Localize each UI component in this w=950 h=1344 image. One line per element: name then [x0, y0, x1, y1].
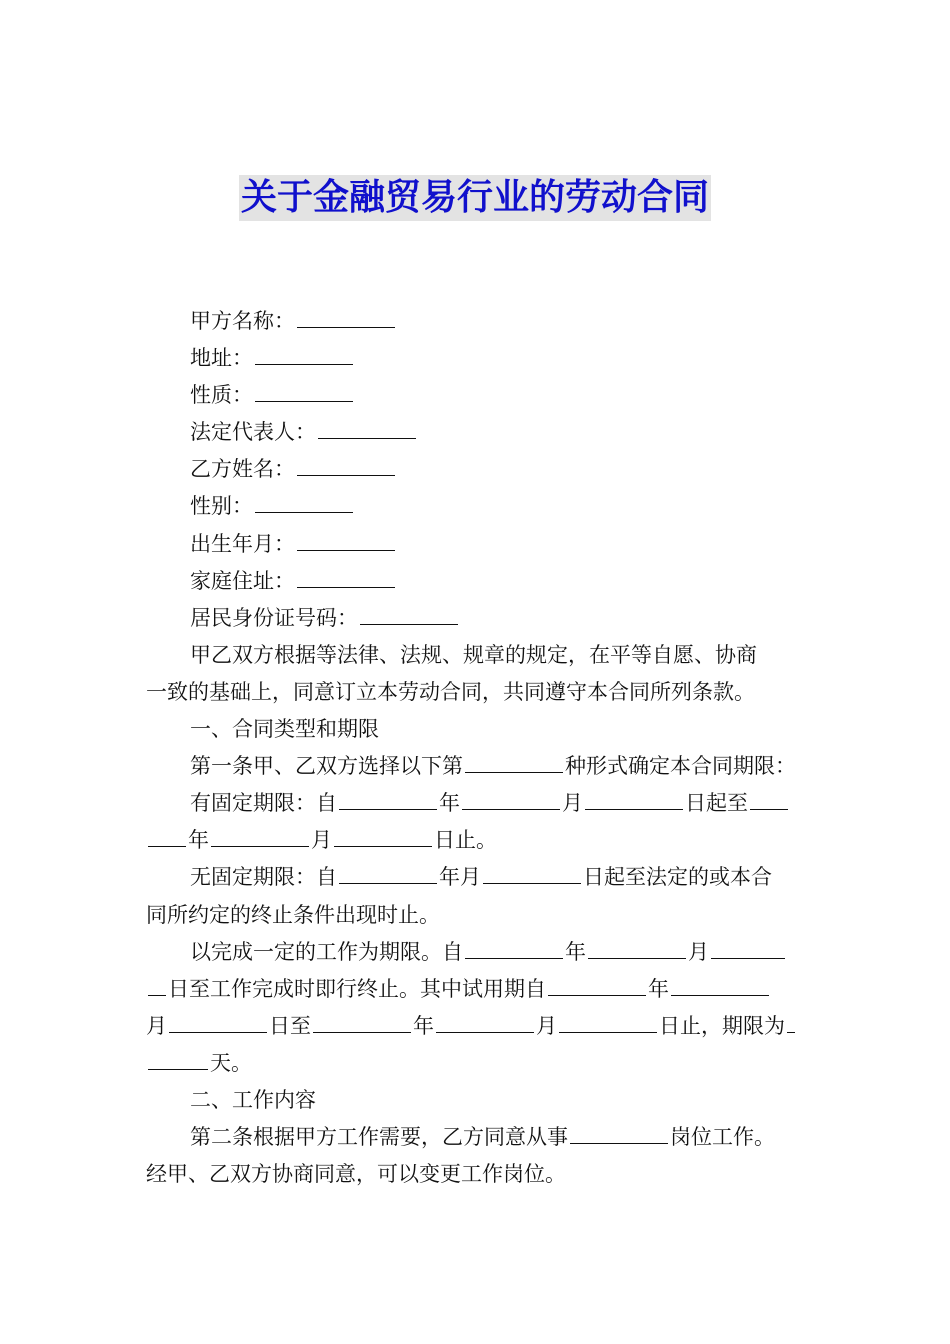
- fill-blank[interactable]: [483, 859, 581, 884]
- fill-blank[interactable]: [339, 859, 437, 884]
- preamble-line-2: 一致的基础上，同意订立本劳动合同，共同遵守本合同所列条款。: [146, 679, 755, 704]
- field-gender: 性别：: [146, 488, 806, 525]
- task-term-line-3: 月 日至 年 月 日止，期限为: [146, 1008, 806, 1045]
- fill-blank[interactable]: [711, 934, 785, 959]
- field-party-a-name: 甲方名称：: [146, 303, 806, 340]
- fill-blank[interactable]: [360, 600, 458, 625]
- field-birth: 出生年月：: [146, 526, 806, 563]
- open-term-line-1: 无固定期限：自 年月 日起至法定的或本合: [146, 859, 806, 896]
- fill-blank[interactable]: [585, 785, 683, 810]
- fill-blank[interactable]: [559, 1008, 657, 1033]
- fill-blank[interactable]: [318, 414, 416, 439]
- field-home-address: 家庭住址：: [146, 563, 806, 600]
- fixed-term-line-1: 有固定期限：自 年 月 日起至: [146, 785, 806, 822]
- section-1-heading: 一、合同类型和期限: [190, 717, 379, 742]
- fill-blank[interactable]: [436, 1008, 534, 1033]
- fill-blank[interactable]: [297, 303, 395, 328]
- task-term-line-1: 以完成一定的工作为期限。自 年 月: [146, 934, 806, 971]
- fill-blank[interactable]: [750, 785, 788, 810]
- article-2-line-1: 第二条根据甲方工作需要，乙方同意从事 岗位工作。: [146, 1119, 806, 1156]
- fixed-term-line-2: 年 月 日止。: [146, 822, 806, 859]
- fill-blank[interactable]: [339, 785, 437, 810]
- fill-blank[interactable]: [255, 340, 353, 365]
- fill-blank[interactable]: [148, 822, 186, 847]
- preamble-line-1: 甲乙双方根据等法律、法规、规章的规定，在平等自愿、协商: [190, 642, 757, 667]
- fill-blank[interactable]: [548, 971, 646, 996]
- fill-blank[interactable]: [297, 451, 395, 476]
- field-address: 地址：: [146, 340, 806, 377]
- section-2-heading: 二、工作内容: [190, 1087, 316, 1112]
- fill-blank[interactable]: [255, 488, 353, 513]
- fill-blank[interactable]: [334, 822, 432, 847]
- fill-blank[interactable]: [462, 785, 560, 810]
- fill-blank[interactable]: [465, 748, 563, 773]
- fill-blank[interactable]: [297, 563, 395, 588]
- title-container: [0, 175, 950, 221]
- task-term-line-2: 日至工作完成时即行终止。其中试用期自 年: [146, 971, 806, 1008]
- fill-blank[interactable]: [465, 934, 563, 959]
- open-term-line-2: 同所约定的终止条件出现时止。: [146, 902, 440, 927]
- fill-blank[interactable]: [297, 526, 395, 551]
- fill-blank[interactable]: [313, 1008, 411, 1033]
- fill-blank[interactable]: [148, 971, 166, 996]
- contract-body: [146, 303, 806, 1193]
- field-legal-rep: 法定代表人：: [146, 414, 806, 451]
- task-term-line-4: 天。: [146, 1045, 806, 1082]
- fill-blank[interactable]: [787, 1008, 795, 1033]
- field-nature: 性质：: [146, 377, 806, 414]
- fill-blank[interactable]: [671, 971, 769, 996]
- fill-blank[interactable]: [211, 822, 309, 847]
- field-party-b-name: 乙方姓名：: [146, 451, 806, 488]
- document-title: 关于金融贸易行业的劳动合同: [239, 175, 711, 221]
- fill-blank[interactable]: [570, 1119, 668, 1144]
- article-1: 第一条甲、乙双方选择以下第 种形式确定本合同期限：: [146, 748, 806, 785]
- fill-blank[interactable]: [255, 377, 353, 402]
- field-id-number: 居民身份证号码：: [146, 600, 806, 637]
- fill-blank[interactable]: [588, 934, 686, 959]
- fill-blank[interactable]: [169, 1008, 267, 1033]
- article-2-line-2: 经甲、乙双方协商同意，可以变更工作岗位。: [146, 1162, 566, 1187]
- fill-blank[interactable]: [148, 1045, 208, 1070]
